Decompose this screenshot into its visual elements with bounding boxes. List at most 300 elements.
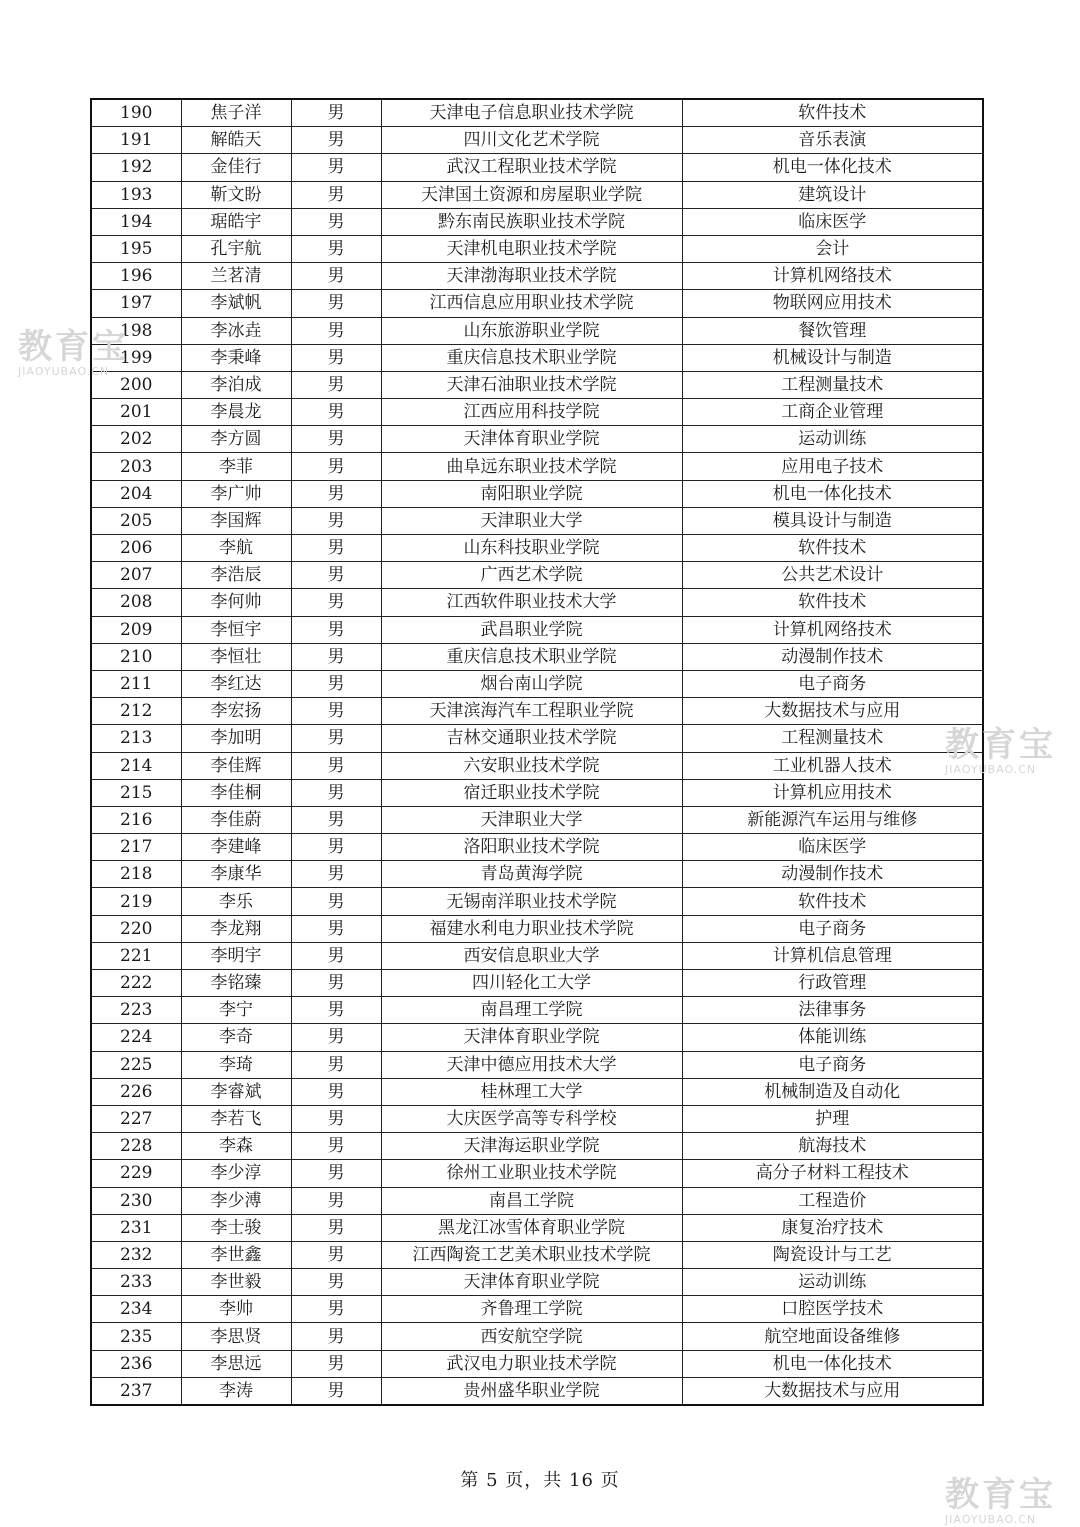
- student-name-cell: 李广帅: [181, 480, 291, 507]
- row-number-cell: 234: [91, 1296, 181, 1323]
- school-cell: 江西应用科技学院: [381, 399, 682, 426]
- student-name-cell: 李乐: [181, 888, 291, 915]
- student-name-cell: 李康华: [181, 861, 291, 888]
- row-number-cell: 208: [91, 589, 181, 616]
- table-row: [91, 208, 983, 235]
- gender-cell: 男: [291, 181, 381, 208]
- gender-cell: 男: [291, 589, 381, 616]
- gender-cell: 男: [291, 399, 381, 426]
- table-row: [91, 1133, 983, 1160]
- row-number-cell: 236: [91, 1350, 181, 1377]
- table-row: [91, 779, 983, 806]
- major-cell: 机电一体化技术: [682, 1350, 983, 1377]
- table-row: [91, 997, 983, 1024]
- table-row: [91, 942, 983, 969]
- major-cell: 公共艺术设计: [682, 562, 983, 589]
- gender-cell: 男: [291, 535, 381, 562]
- school-cell: 天津职业大学: [381, 507, 682, 534]
- gender-cell: 男: [291, 263, 381, 290]
- table-row: [91, 915, 983, 942]
- student-name-cell: 李晨龙: [181, 399, 291, 426]
- watermark-logo: [945, 1475, 1056, 1526]
- gender-cell: 男: [291, 942, 381, 969]
- page-footer: 第 5 页，共 16 页: [460, 1470, 620, 1491]
- row-number-cell: 205: [91, 507, 181, 534]
- row-number-cell: 233: [91, 1269, 181, 1296]
- table-row: [91, 1105, 983, 1132]
- major-cell: 电子商务: [682, 670, 983, 697]
- gender-cell: 男: [291, 154, 381, 181]
- major-cell: 工业机器人技术: [682, 752, 983, 779]
- major-cell: 航空地面设备维修: [682, 1323, 983, 1350]
- student-name-cell: 金佳行: [181, 154, 291, 181]
- row-number-cell: 222: [91, 970, 181, 997]
- school-cell: 山东科技职业学院: [381, 535, 682, 562]
- table-row: [91, 725, 983, 752]
- student-name-cell: 李航: [181, 535, 291, 562]
- table-row: [91, 1350, 983, 1377]
- student-name-cell: 兰茗清: [181, 263, 291, 290]
- student-name-cell: 李思贤: [181, 1323, 291, 1350]
- table-row: [91, 1296, 983, 1323]
- student-name-cell: 李冰垚: [181, 317, 291, 344]
- major-cell: 机械制造及自动化: [682, 1078, 983, 1105]
- gender-cell: 男: [291, 235, 381, 262]
- school-cell: 武汉电力职业技术学院: [381, 1350, 682, 1377]
- major-cell: 计算机信息管理: [682, 942, 983, 969]
- student-name-cell: 靳文盼: [181, 181, 291, 208]
- major-cell: 物联网应用技术: [682, 290, 983, 317]
- school-cell: 江西软件职业技术大学: [381, 589, 682, 616]
- major-cell: 法律事务: [682, 997, 983, 1024]
- row-number-cell: 219: [91, 888, 181, 915]
- row-number-cell: 215: [91, 779, 181, 806]
- watermark-text: 教育宝: [945, 1475, 1056, 1515]
- row-number-cell: 190: [91, 99, 181, 127]
- school-cell: 天津职业大学: [381, 806, 682, 833]
- student-name-cell: 李恒宇: [181, 616, 291, 643]
- watermark-logo: [945, 725, 1056, 776]
- table-row: [91, 453, 983, 480]
- student-name-cell: 李菲: [181, 453, 291, 480]
- school-cell: 四川轻化工大学: [381, 970, 682, 997]
- student-name-cell: 李少溥: [181, 1187, 291, 1214]
- school-cell: 武昌职业学院: [381, 616, 682, 643]
- row-number-cell: 207: [91, 562, 181, 589]
- school-cell: 天津滨海汽车工程职业学院: [381, 698, 682, 725]
- row-number-cell: 232: [91, 1241, 181, 1268]
- school-cell: 重庆信息技术职业学院: [381, 643, 682, 670]
- school-cell: 山东旅游职业学院: [381, 317, 682, 344]
- school-cell: 南昌理工学院: [381, 997, 682, 1024]
- gender-cell: 男: [291, 453, 381, 480]
- major-cell: 工程造价: [682, 1187, 983, 1214]
- watermark-url: JIAOYUBAO.CN: [945, 1513, 1037, 1526]
- student-name-cell: 李奇: [181, 1024, 291, 1051]
- table-row: [91, 1241, 983, 1268]
- row-number-cell: 235: [91, 1323, 181, 1350]
- gender-cell: 男: [291, 1078, 381, 1105]
- school-cell: 天津体育职业学院: [381, 1024, 682, 1051]
- row-number-cell: 225: [91, 1051, 181, 1078]
- major-cell: 航海技术: [682, 1133, 983, 1160]
- major-cell: 陶瓷设计与工艺: [682, 1241, 983, 1268]
- major-cell: 软件技术: [682, 535, 983, 562]
- gender-cell: 男: [291, 99, 381, 127]
- student-name-cell: 琚皓宇: [181, 208, 291, 235]
- major-cell: 行政管理: [682, 970, 983, 997]
- row-number-cell: 214: [91, 752, 181, 779]
- school-cell: 无锡南洋职业技术学院: [381, 888, 682, 915]
- major-cell: 计算机网络技术: [682, 263, 983, 290]
- watermark-text: 教育宝: [945, 725, 1056, 765]
- row-number-cell: 213: [91, 725, 181, 752]
- major-cell: 机电一体化技术: [682, 154, 983, 181]
- school-cell: 青岛黄海学院: [381, 861, 682, 888]
- major-cell: 餐饮管理: [682, 317, 983, 344]
- row-number-cell: 217: [91, 834, 181, 861]
- student-name-cell: 李涛: [181, 1377, 291, 1405]
- table-row: [91, 861, 983, 888]
- row-number-cell: 195: [91, 235, 181, 262]
- gender-cell: 男: [291, 208, 381, 235]
- major-cell: 软件技术: [682, 888, 983, 915]
- gender-cell: 男: [291, 698, 381, 725]
- gender-cell: 男: [291, 616, 381, 643]
- student-name-cell: 李浩辰: [181, 562, 291, 589]
- table-row: [91, 970, 983, 997]
- gender-cell: 男: [291, 970, 381, 997]
- school-cell: 天津机电职业技术学院: [381, 235, 682, 262]
- major-cell: 工程测量技术: [682, 371, 983, 398]
- table-row: [91, 290, 983, 317]
- student-name-cell: 李少淳: [181, 1160, 291, 1187]
- major-cell: 机械设计与制造: [682, 344, 983, 371]
- major-cell: 会计: [682, 235, 983, 262]
- watermark-url: JIAOYUBAO.CN: [945, 763, 1037, 776]
- school-cell: 福建水利电力职业技术学院: [381, 915, 682, 942]
- school-cell: 四川文化艺术学院: [381, 127, 682, 154]
- major-cell: 模具设计与制造: [682, 507, 983, 534]
- student-name-cell: 李世毅: [181, 1269, 291, 1296]
- student-name-cell: 李宏扬: [181, 698, 291, 725]
- student-name-cell: 李恒壮: [181, 643, 291, 670]
- table-row: [91, 507, 983, 534]
- school-cell: 天津渤海职业技术学院: [381, 263, 682, 290]
- student-name-cell: 李思远: [181, 1350, 291, 1377]
- gender-cell: 男: [291, 1105, 381, 1132]
- table-row: [91, 1024, 983, 1051]
- major-cell: 音乐表演: [682, 127, 983, 154]
- student-name-cell: 李加明: [181, 725, 291, 752]
- student-name-cell: 解皓天: [181, 127, 291, 154]
- student-name-cell: 李方圆: [181, 426, 291, 453]
- student-name-cell: 李佳蔚: [181, 806, 291, 833]
- major-cell: 软件技术: [682, 99, 983, 127]
- school-cell: 天津石油职业技术学院: [381, 371, 682, 398]
- table-row: [91, 154, 983, 181]
- table-row: [91, 670, 983, 697]
- table-row: [91, 616, 983, 643]
- school-cell: 西安航空学院: [381, 1323, 682, 1350]
- major-cell: 体能训练: [682, 1024, 983, 1051]
- gender-cell: 男: [291, 779, 381, 806]
- gender-cell: 男: [291, 806, 381, 833]
- row-number-cell: 196: [91, 263, 181, 290]
- student-name-cell: 李森: [181, 1133, 291, 1160]
- student-name-cell: 焦子洋: [181, 99, 291, 127]
- row-number-cell: 228: [91, 1133, 181, 1160]
- gender-cell: 男: [291, 1296, 381, 1323]
- gender-cell: 男: [291, 290, 381, 317]
- gender-cell: 男: [291, 1051, 381, 1078]
- gender-cell: 男: [291, 127, 381, 154]
- gender-cell: 男: [291, 834, 381, 861]
- row-number-cell: 204: [91, 480, 181, 507]
- table-row: [91, 1051, 983, 1078]
- school-cell: 天津中德应用技术大学: [381, 1051, 682, 1078]
- major-cell: 运动训练: [682, 1269, 983, 1296]
- table-row: [91, 371, 983, 398]
- student-name-cell: 李秉峰: [181, 344, 291, 371]
- school-cell: 齐鲁理工学院: [381, 1296, 682, 1323]
- row-number-cell: 199: [91, 344, 181, 371]
- student-name-cell: 李红达: [181, 670, 291, 697]
- table-row: [91, 181, 983, 208]
- school-cell: 六安职业技术学院: [381, 752, 682, 779]
- major-cell: 工程测量技术: [682, 725, 983, 752]
- gender-cell: 男: [291, 752, 381, 779]
- major-cell: 口腔医学技术: [682, 1296, 983, 1323]
- gender-cell: 男: [291, 1350, 381, 1377]
- row-number-cell: 203: [91, 453, 181, 480]
- school-cell: 天津海运职业学院: [381, 1133, 682, 1160]
- gender-cell: 男: [291, 1323, 381, 1350]
- row-number-cell: 231: [91, 1214, 181, 1241]
- table-row: [91, 235, 983, 262]
- student-name-cell: 李斌帆: [181, 290, 291, 317]
- student-name-cell: 李士骏: [181, 1214, 291, 1241]
- student-name-cell: 李琦: [181, 1051, 291, 1078]
- major-cell: 计算机应用技术: [682, 779, 983, 806]
- school-cell: 大庆医学高等专科学校: [381, 1105, 682, 1132]
- school-cell: 徐州工业职业技术学院: [381, 1160, 682, 1187]
- student-name-cell: 李若飞: [181, 1105, 291, 1132]
- gender-cell: 男: [291, 643, 381, 670]
- roster-table-body: [91, 99, 983, 1405]
- gender-cell: 男: [291, 344, 381, 371]
- school-cell: 桂林理工大学: [381, 1078, 682, 1105]
- row-number-cell: 224: [91, 1024, 181, 1051]
- table-row: [91, 426, 983, 453]
- table-row: [91, 888, 983, 915]
- row-number-cell: 200: [91, 371, 181, 398]
- gender-cell: 男: [291, 317, 381, 344]
- row-number-cell: 218: [91, 861, 181, 888]
- gender-cell: 男: [291, 562, 381, 589]
- school-cell: 曲阜远东职业技术学院: [381, 453, 682, 480]
- student-name-cell: 李帅: [181, 1296, 291, 1323]
- row-number-cell: 227: [91, 1105, 181, 1132]
- major-cell: 电子商务: [682, 1051, 983, 1078]
- school-cell: 黔东南民族职业技术学院: [381, 208, 682, 235]
- watermark-text: 教育宝: [18, 327, 129, 367]
- major-cell: 大数据技术与应用: [682, 1377, 983, 1405]
- table-row: [91, 834, 983, 861]
- table-row: [91, 1323, 983, 1350]
- table-row: [91, 344, 983, 371]
- student-name-cell: 李何帅: [181, 589, 291, 616]
- roster-table: [90, 98, 984, 1406]
- gender-cell: 男: [291, 670, 381, 697]
- major-cell: 计算机网络技术: [682, 616, 983, 643]
- table-row: [91, 263, 983, 290]
- gender-cell: 男: [291, 725, 381, 752]
- major-cell: 软件技术: [682, 589, 983, 616]
- gender-cell: 男: [291, 915, 381, 942]
- row-number-cell: 223: [91, 997, 181, 1024]
- student-name-cell: 李睿斌: [181, 1078, 291, 1105]
- gender-cell: 男: [291, 1269, 381, 1296]
- major-cell: 建筑设计: [682, 181, 983, 208]
- table-row: [91, 589, 983, 616]
- student-name-cell: 李佳桐: [181, 779, 291, 806]
- row-number-cell: 202: [91, 426, 181, 453]
- school-cell: 江西陶瓷工艺美术职业技术学院: [381, 1241, 682, 1268]
- school-cell: 烟台南山学院: [381, 670, 682, 697]
- school-cell: 天津体育职业学院: [381, 426, 682, 453]
- table-row: [91, 535, 983, 562]
- table-row: [91, 698, 983, 725]
- gender-cell: 男: [291, 1024, 381, 1051]
- watermark-logo: [18, 327, 129, 378]
- school-cell: 吉林交通职业技术学院: [381, 725, 682, 752]
- student-name-cell: 李铭臻: [181, 970, 291, 997]
- gender-cell: 男: [291, 1214, 381, 1241]
- student-name-cell: 李佳辉: [181, 752, 291, 779]
- row-number-cell: 194: [91, 208, 181, 235]
- row-number-cell: 198: [91, 317, 181, 344]
- student-name-cell: 李宁: [181, 997, 291, 1024]
- student-name-cell: 李龙翔: [181, 915, 291, 942]
- table-row: [91, 1078, 983, 1105]
- row-number-cell: 210: [91, 643, 181, 670]
- school-cell: 南昌工学院: [381, 1187, 682, 1214]
- major-cell: 应用电子技术: [682, 453, 983, 480]
- watermark-url: JIAOYUBAO.CN: [18, 365, 110, 378]
- school-cell: 武汉工程职业技术学院: [381, 154, 682, 181]
- major-cell: 电子商务: [682, 915, 983, 942]
- table-row: [91, 806, 983, 833]
- gender-cell: 男: [291, 1133, 381, 1160]
- school-cell: 天津电子信息职业技术学院: [381, 99, 682, 127]
- student-name-cell: 李泊成: [181, 371, 291, 398]
- gender-cell: 男: [291, 997, 381, 1024]
- row-number-cell: 229: [91, 1160, 181, 1187]
- student-name-cell: 李世鑫: [181, 1241, 291, 1268]
- gender-cell: 男: [291, 1377, 381, 1405]
- school-cell: 重庆信息技术职业学院: [381, 344, 682, 371]
- major-cell: 护理: [682, 1105, 983, 1132]
- table-row: [91, 127, 983, 154]
- school-cell: 洛阳职业技术学院: [381, 834, 682, 861]
- gender-cell: 男: [291, 1160, 381, 1187]
- table-row: [91, 99, 983, 127]
- major-cell: 大数据技术与应用: [682, 698, 983, 725]
- school-cell: 天津体育职业学院: [381, 1269, 682, 1296]
- table-row: [91, 399, 983, 426]
- major-cell: 康复治疗技术: [682, 1214, 983, 1241]
- table-row: [91, 1269, 983, 1296]
- student-name-cell: 李明宇: [181, 942, 291, 969]
- row-number-cell: 193: [91, 181, 181, 208]
- gender-cell: 男: [291, 371, 381, 398]
- row-number-cell: 230: [91, 1187, 181, 1214]
- row-number-cell: 212: [91, 698, 181, 725]
- school-cell: 贵州盛华职业学院: [381, 1377, 682, 1405]
- table-row: [91, 480, 983, 507]
- row-number-cell: 220: [91, 915, 181, 942]
- major-cell: 机电一体化技术: [682, 480, 983, 507]
- table-row: [91, 643, 983, 670]
- major-cell: 运动训练: [682, 426, 983, 453]
- gender-cell: 男: [291, 1241, 381, 1268]
- school-cell: 广西艺术学院: [381, 562, 682, 589]
- major-cell: 动漫制作技术: [682, 861, 983, 888]
- table-row: [91, 1377, 983, 1405]
- student-name-cell: 李国辉: [181, 507, 291, 534]
- table-row: [91, 317, 983, 344]
- row-number-cell: 191: [91, 127, 181, 154]
- school-cell: 西安信息职业大学: [381, 942, 682, 969]
- major-cell: 高分子材料工程技术: [682, 1160, 983, 1187]
- row-number-cell: 206: [91, 535, 181, 562]
- table-row: [91, 752, 983, 779]
- student-name-cell: 孔宇航: [181, 235, 291, 262]
- table-row: [91, 1187, 983, 1214]
- row-number-cell: 237: [91, 1377, 181, 1405]
- gender-cell: 男: [291, 480, 381, 507]
- major-cell: 临床医学: [682, 208, 983, 235]
- major-cell: 动漫制作技术: [682, 643, 983, 670]
- row-number-cell: 201: [91, 399, 181, 426]
- table-row: [91, 562, 983, 589]
- school-cell: 天津国土资源和房屋职业学院: [381, 181, 682, 208]
- school-cell: 南阳职业学院: [381, 480, 682, 507]
- gender-cell: 男: [291, 861, 381, 888]
- major-cell: 新能源汽车运用与维修: [682, 806, 983, 833]
- school-cell: 黑龙江冰雪体育职业学院: [381, 1214, 682, 1241]
- major-cell: 工商企业管理: [682, 399, 983, 426]
- gender-cell: 男: [291, 1187, 381, 1214]
- gender-cell: 男: [291, 426, 381, 453]
- row-number-cell: 192: [91, 154, 181, 181]
- row-number-cell: 209: [91, 616, 181, 643]
- student-name-cell: 李建峰: [181, 834, 291, 861]
- row-number-cell: 197: [91, 290, 181, 317]
- gender-cell: 男: [291, 507, 381, 534]
- major-cell: 临床医学: [682, 834, 983, 861]
- row-number-cell: 216: [91, 806, 181, 833]
- table-row: [91, 1160, 983, 1187]
- school-cell: 宿迁职业技术学院: [381, 779, 682, 806]
- row-number-cell: 221: [91, 942, 181, 969]
- table-row: [91, 1214, 983, 1241]
- gender-cell: 男: [291, 888, 381, 915]
- school-cell: 江西信息应用职业技术学院: [381, 290, 682, 317]
- row-number-cell: 211: [91, 670, 181, 697]
- row-number-cell: 226: [91, 1078, 181, 1105]
